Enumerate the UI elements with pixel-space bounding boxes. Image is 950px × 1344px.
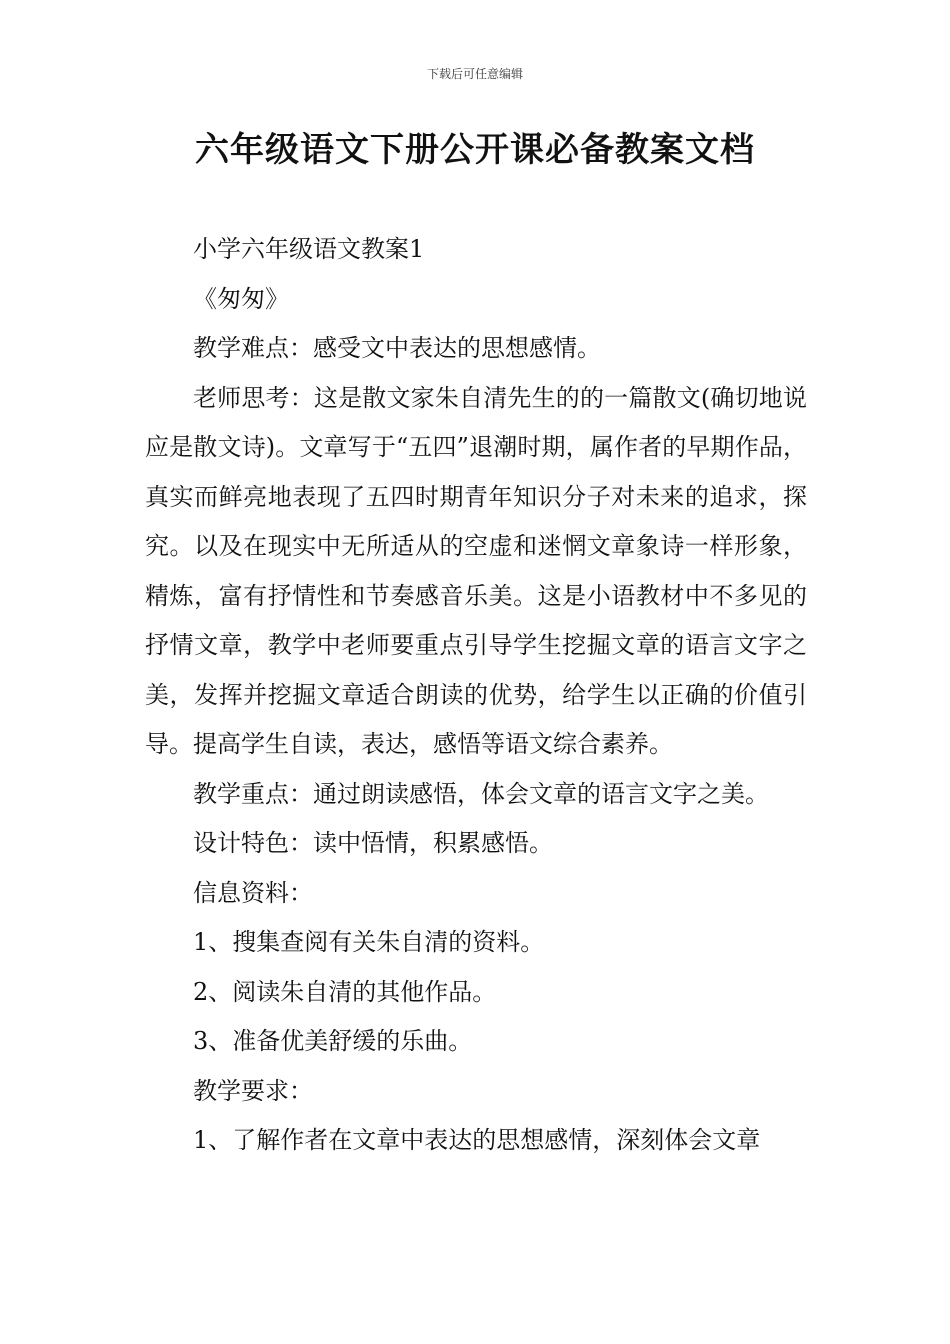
teaching-difficulty: 教学难点：感受文中表达的思想感情。 [193, 334, 601, 362]
resource-item: 2、阅读朱自清的其他作品。 [193, 977, 497, 1006]
header-note: 下载后可任意编辑 [426, 67, 523, 81]
resource-item: 3、准备优美舒缓的乐曲。 [193, 1027, 473, 1055]
document-body [145, 225, 807, 1166]
teacher-reflection: 老师思考：这是散文家朱自清先生的的一篇散文(确切地说应是散文诗)。文章写于“五四”退潮时期，属作者的早期作品，真实而鲜亮地表现了五四时期青年知识分子对未来的追求，探究。以及在现实中无所适从的空虚和迷惘文章象诗一样形象，精炼，富有抒情性和节奏感音乐美。这是小语教材中不多见的抒情文章，教学中老师要重点引导学生挖掘文章的语言文字之美，发挥并挖掘文章适合朗读的优势，给学生以正确的价值引导。提高学生自读，表达，感悟等语文综合素养。 [145, 383, 807, 758]
resources-heading: 信息资料： [193, 878, 313, 907]
document-title: 六年级语文下册公开课必备教案文档 [195, 130, 755, 170]
resource-item: 1、搜集查阅有关朱自清的资料。 [193, 928, 545, 956]
requirements-heading: 教学要求： [193, 1076, 313, 1105]
design-feature: 设计特色：读中悟情，积累感悟。 [193, 829, 553, 857]
requirement-item: 1、了解作者在文章中表达的思想感情，深刻体会文章 [193, 1126, 761, 1154]
section-heading: 小学六年级语文教案1 [193, 235, 425, 263]
teaching-focus: 教学重点：通过朗读感悟，体会文章的语言文字之美。 [193, 779, 769, 808]
lesson-title: 《匆匆》 [193, 284, 289, 313]
